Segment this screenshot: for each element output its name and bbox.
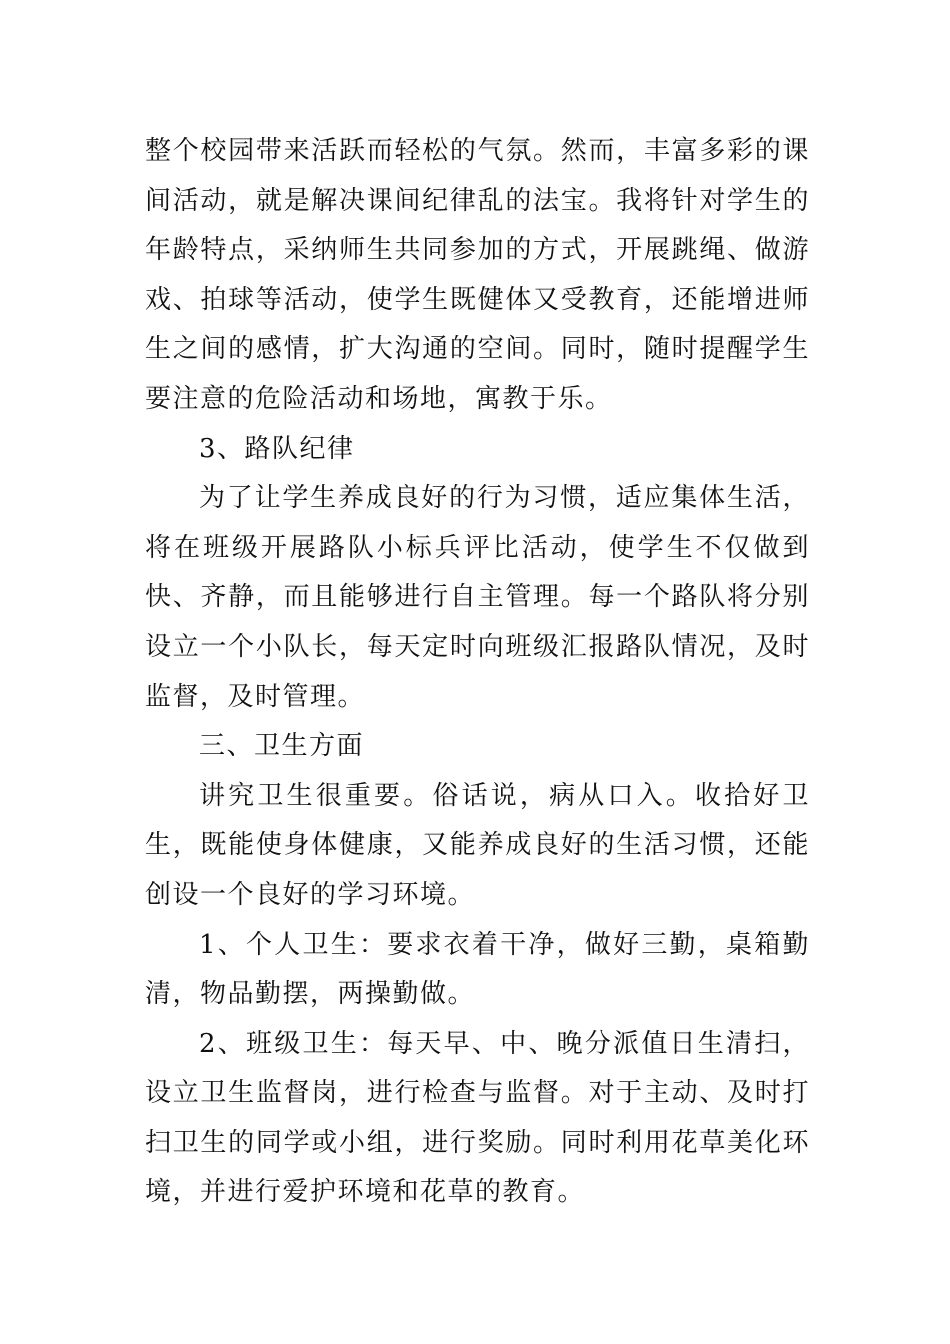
heading-hygiene: 三、卫生方面 <box>199 731 365 762</box>
paragraph-classroom-activities: 整个校园带来活跃而轻松的气氛。然而，丰富多彩的课间活动，就是解决课间纪律乱的法宝。我将针对学生的年龄特点，采纳师生共同参加的方式，开展跳绳、做游戏、拍球等活动，使学生既健体又受教育，还能增进师生之间的感情，扩大沟通的空间。同时，随时提醒学生要注意的危险活动和场地，寓教于乐。 <box>145 136 810 414</box>
paragraph-class-hygiene: 2、班级卫生：每天早、中、晚分派值日生清扫，设立卫生监督岗，进行检查与监督。对于主动、及时打扫卫生的同学或小组，进行奖励。同时利用花草美化环境，并进行爱护环境和花草的教育。 <box>145 1028 810 1208</box>
paragraph-hygiene-intro: 讲究卫生很重要。俗话说，病从口入。收拾好卫生，既能使身体健康，又能养成良好的生活习惯，还能创设一个良好的学习环境。 <box>145 780 810 910</box>
paragraph-queue-discipline: 为了让学生养成良好的行为习惯，适应集体生活，将在班级开展路队小标兵评比活动，使学生不仅做到快、齐静，而且能够进行自主管理。每一个路队将分别设立一个小队长，每天定时向班级汇报路队情况，及时监督，及时管理。 <box>145 483 810 712</box>
document-body <box>145 127 810 1218</box>
paragraph-personal-hygiene: 1、个人卫生：要求衣着干净，做好三勤，桌箱勤清，物品勤摆，两操勤做。 <box>145 929 810 1010</box>
heading-queue-discipline: 3、路队纪律 <box>199 433 355 464</box>
